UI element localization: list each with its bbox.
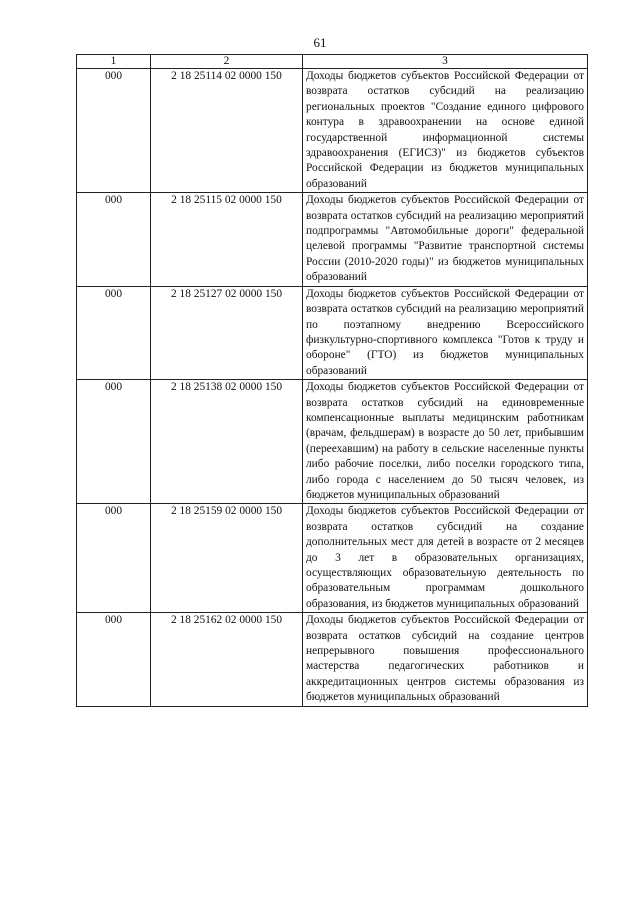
header-row — [77, 55, 588, 69]
admin-code-cell: 000 — [77, 193, 151, 286]
table-row — [77, 613, 588, 706]
classification-code-cell: 2 18 25159 02 0000 150 — [151, 504, 303, 613]
admin-code-cell: 000 — [77, 504, 151, 613]
description-cell: Доходы бюджетов субъектов Российской Федерации от возврата остатков субсидий на создание центров непрерывного повышения профессионального мастерства педагогических работников и аккредитационных центров системы образования из бюджетов муниципальных образований — [303, 613, 588, 706]
admin-code-cell: 000 — [77, 380, 151, 504]
page-number: 61 — [313, 35, 327, 50]
admin-code-cell: 000 — [77, 286, 151, 379]
budget-classification-table — [76, 54, 588, 707]
table-row — [77, 193, 588, 286]
column-header-3: 3 — [303, 55, 588, 69]
description-cell: Доходы бюджетов субъектов Российской Федерации от возврата остатков субсидий на реализацию мероприятий подпрограммы "Автомобильные дороги" федеральной целевой программы "Развитие транспортной системы России (2010-2020 годы)" из бюджетов муниципальных образований — [303, 193, 588, 286]
table-row — [77, 504, 588, 613]
admin-code-cell: 000 — [77, 69, 151, 193]
description-cell: Доходы бюджетов субъектов Российской Федерации от возврата остатков субсидий на реализацию мероприятий по поэтапному внедрению Всероссийского физкультурно-спортивного комплекса "Готов к труду и обороне" (ГТО) из бюджетов муниципальных образований — [303, 286, 588, 379]
table-header — [77, 55, 588, 69]
classification-code-cell: 2 18 25127 02 0000 150 — [151, 286, 303, 379]
table-row — [77, 69, 588, 193]
table-row — [77, 286, 588, 379]
column-header-2: 2 — [151, 55, 303, 69]
table-row — [77, 380, 588, 504]
column-header-1: 1 — [77, 55, 151, 69]
description-cell: Доходы бюджетов субъектов Российской Федерации от возврата остатков субсидий на создание дополнительных мест для детей в возрасте от 2 месяцев до 3 лет в образовательных организациях, осуществляющих образовательную деятельность по образовательным программам дошкольного образования, из бюджетов муниципальных образований — [303, 504, 588, 613]
classification-code-cell: 2 18 25114 02 0000 150 — [151, 69, 303, 193]
classification-code-cell: 2 18 25115 02 0000 150 — [151, 193, 303, 286]
table-body — [77, 69, 588, 707]
description-cell: Доходы бюджетов субъектов Российской Федерации от возврата остатков субсидий на реализацию региональных проектов "Создание единого цифрового контура в здравоохранении на основе единой государственной информационной системы здравоохранения (ЕГИСЗ)" из бюджетов субъектов Российской Федерации из бюджетов муниципальных образований — [303, 69, 588, 193]
description-cell: Доходы бюджетов субъектов Российской Федерации от возврата остатков субсидий на единовременные компенсационные выплаты медицинским работникам (врачам, фельдшерам) в возрасте до 50 лет, прибывшим (переехавшим) на работу в сельские населенные пункты либо рабочие поселки, либо поселки городского типа, либо города с населением до 50 тысяч человек, из бюджетов муниципальных образований — [303, 380, 588, 504]
classification-code-cell: 2 18 25162 02 0000 150 — [151, 613, 303, 706]
admin-code-cell: 000 — [77, 613, 151, 706]
classification-code-cell: 2 18 25138 02 0000 150 — [151, 380, 303, 504]
